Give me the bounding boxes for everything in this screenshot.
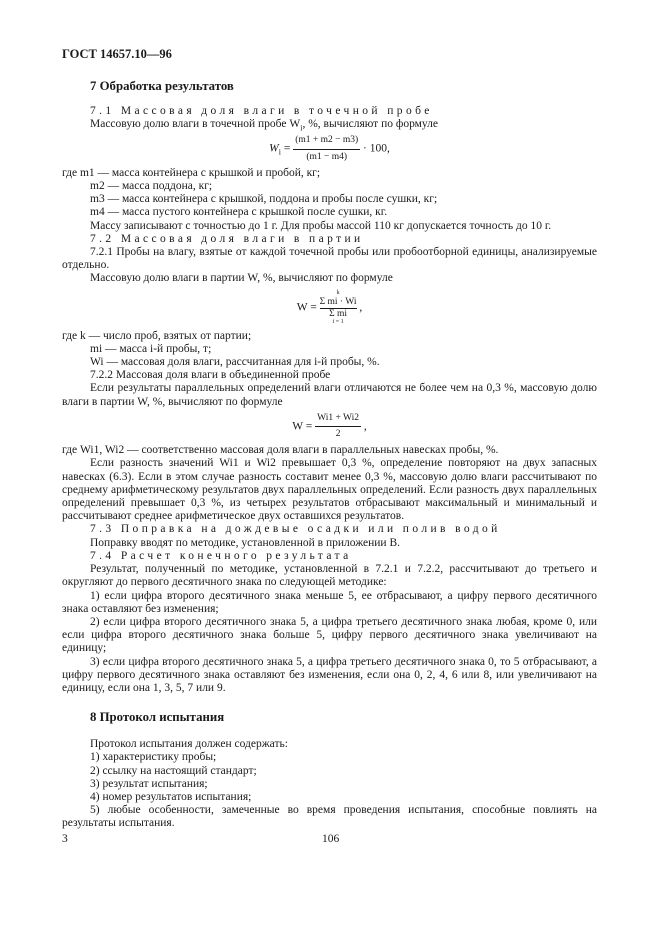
page-content xyxy=(62,80,597,831)
section-8-title: 8 Протокол испытания xyxy=(90,710,225,725)
protocol-intro: Протокол испытания должен содержать: xyxy=(90,738,288,751)
subsection-7-1-text: Массовую долю влаги в точечной пробе $W_i$, %, вычисляют по формуле xyxy=(90,118,439,133)
subsection-7-4-text: Результат, полученный по методике, установленной в 7.2.1 и 7.2.2, рассчитывают до третьего и округляют до первого десятичного знака по следующей методике: xyxy=(62,563,597,589)
subsection-7-2-2-text: Если результаты параллельных определений влаги отличаются не более чем на 0,3 %, массовую долю влаги в партии W, %, вычисляют по формуле xyxy=(62,382,597,408)
formula-2-numerator: Σ mi · Wi xyxy=(319,296,357,307)
protocol-item-3: 3) результат испытания; xyxy=(90,777,208,790)
subsection-7-2-1-formula-intro: Массовую долю влаги в партии W, %, вычисляют по формуле xyxy=(90,272,393,285)
footer-left-number: 3 xyxy=(62,833,68,845)
formula-3-denominator: 2 xyxy=(335,429,341,440)
subsection-7-2-1-text: 7.2.1 Пробы на влагу, взятые от каждой точечной пробы или пробоотборной единицы, анализируемые отдельно. xyxy=(62,246,597,272)
where-line-4: m4 — масса пустого контейнера с крышкой после сушки, кг. xyxy=(90,206,388,219)
formula-1-denominator: (m1 − m4) xyxy=(306,151,348,162)
standard-header: ГОСТ 14657.10—96 xyxy=(62,47,172,61)
rounding-rule-1: 1) если цифра второго десятичного знака меньше 5, ее отбрасывают, а цифру первого десятичного знака оставляют без изменения; xyxy=(62,589,597,615)
formula-3: W = $\frac{Wi1 + Wi2}{2}$ , xyxy=(62,412,597,441)
formula-2: W = k Σ mi · Wi Σ mi i = 1 , xyxy=(296,289,363,325)
subsection-7-1-title: 7.1 Массовая доля влаги в точечной пробе xyxy=(90,105,433,117)
where-line-1: где m1 — масса контейнера с крышкой и пробой, кг; xyxy=(62,166,321,179)
formula-2-denominator: Σ mi xyxy=(329,308,348,319)
subsection-7-3-title: 7.3 Поправка на дождевые осадки или полив водой xyxy=(90,523,501,536)
subsection-7-3-text: Поправку вводят по методике, установленной в приложении В. xyxy=(90,536,400,549)
where-line-6: mi — масса i-й пробы, т; xyxy=(90,342,212,355)
subsection-7-2-2-title: 7.2.2 Массовая доля влаги в объединенной пробе xyxy=(90,369,331,382)
rounding-rule-3: 3) если цифра второго десятичного знака 5, а цифра третьего десятичного знака 0, то 5 отбрасывают, а цифру первого десятичного знака оставляют без изменения, если она 0, 2, 4, 6 или 8, или увеличивают на единицу, если она 1, 3, 5, 7 или 9. xyxy=(62,655,597,694)
where-line-5: где k — число проб, взятых от партии; xyxy=(62,329,252,342)
where-line-3: m3 — масса контейнера с крышкой, поддона и пробы после сушки, кг; xyxy=(90,193,438,206)
subsection-7-4-title: 7.4 Расчет конечного результата xyxy=(90,549,352,562)
footer-page-number: 106 xyxy=(322,833,340,845)
where-line-8: где Wi1, Wi2 — соответственно массовая доля влаги в параллельных навесках пробы, %. xyxy=(62,444,499,457)
subsection-7-2-title: 7.2 Массовая доля влаги в партии xyxy=(90,232,364,245)
where-line-2: m2 — масса поддона, кг; xyxy=(90,180,213,193)
rounding-rule-2: 2) если цифра второго десятичного знака 5, а цифра третьего десятичного знака любая, кроме 0, или если цифра второго десятичного знака больше 5, цифру первого десятичного знака увеличивают на единицу; xyxy=(62,615,597,655)
protocol-item-2: 2) ссылку на настоящий стандарт; xyxy=(90,764,257,777)
formula-3-numerator: Wi1 + Wi2 xyxy=(315,412,361,427)
formula-1: $W_i$ = $\frac{(m1 + m2 - m3)}{(m1 - m4)}$ · 100, xyxy=(62,134,597,163)
difference-paragraph: Если разность значений Wi1 и Wi2 превышает 0,3 %, определение повторяют на двух запасных навесках (6.3). Если в этом случае разность составит менее 0,3 %, массовую долю влаги рассчитывают по среднему арифметическому результатов двух параллельных определений. Если разность двух параллельных определений превышает 0,3 %, из четырех результатов отбрасывают максимальный и минимальный и рассчитывают среднее арифметическое двух оставшихся результатов. xyxy=(62,457,597,523)
section-7-title: 7 Обработка результатов xyxy=(90,79,234,93)
formula-1-numerator: (m1 + m2 − m3) xyxy=(293,134,360,149)
protocol-item-1: 1) характеристику пробы; xyxy=(90,751,217,764)
where-line-7: Wi — массовая доля влаги, рассчитанная для i-й пробы, %. xyxy=(90,356,380,369)
formula-2-upper-limit: k xyxy=(336,289,340,296)
protocol-item-5: 5) любые особенности, замеченные во время проведения испытания, способные повлиять на результаты испытания. xyxy=(62,804,597,830)
formula-2-lower-limit: i = 1 xyxy=(332,318,344,325)
protocol-item-4: 4) номер результатов испытания; xyxy=(90,790,252,803)
accuracy-note: Массу записывают с точностью до 1 г. Для пробы массой 110 кг допускается точность до 10 г. xyxy=(90,219,552,232)
